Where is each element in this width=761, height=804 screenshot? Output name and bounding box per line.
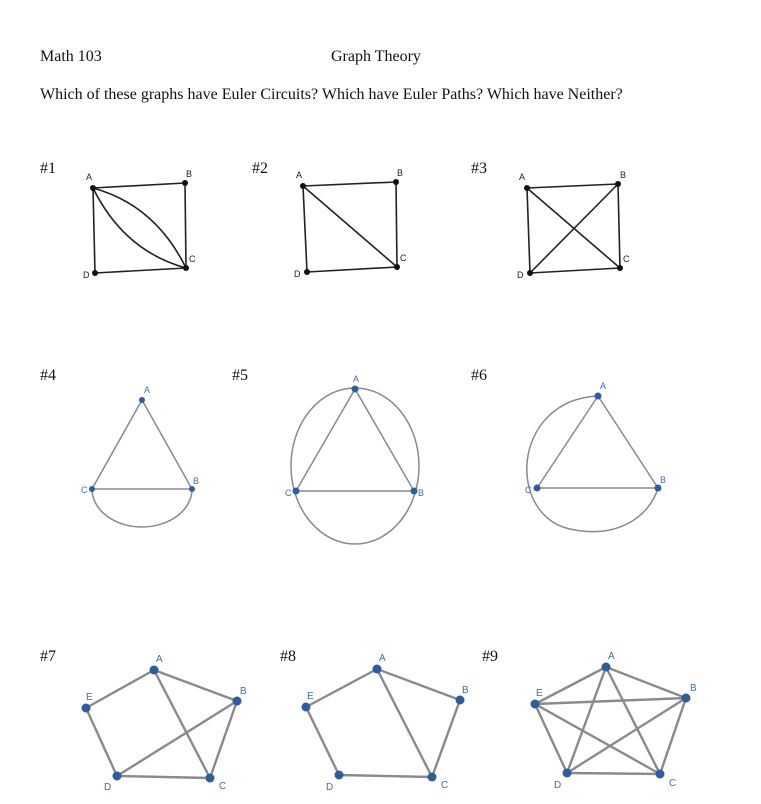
vertex-label-c: C xyxy=(81,485,88,495)
vertex-label-b: B xyxy=(418,488,425,498)
vertex-label-d: D xyxy=(294,269,301,279)
vertex-c xyxy=(656,770,665,779)
problem-number-1: #1 xyxy=(40,160,56,177)
problem-number-7: #7 xyxy=(40,648,56,665)
vertex-label-c: C xyxy=(525,485,532,495)
edge-bc xyxy=(660,698,686,774)
vertex-d xyxy=(563,769,572,778)
edge-eb xyxy=(535,698,686,704)
problem-number-2: #2 xyxy=(252,160,268,177)
vertex-label-e: E xyxy=(307,691,314,702)
vertex-label-c: C xyxy=(669,778,677,789)
vertex-label-b: B xyxy=(186,169,193,179)
vertex-label-d: D xyxy=(554,780,562,791)
vertex-label-c: C xyxy=(441,780,449,791)
question-text: Which of these graphs have Euler Circuits? Which have Euler Paths? Which have Neither? xyxy=(40,86,623,103)
problem-number-3: #3 xyxy=(471,160,487,177)
vertex-label-d: D xyxy=(517,270,524,280)
vertex-label-a: A xyxy=(353,374,360,384)
vertex-label-c: C xyxy=(623,254,630,264)
vertex-label-d: D xyxy=(83,270,90,280)
problem-number-4: #4 xyxy=(40,367,56,384)
vertex-label-b: B xyxy=(193,476,200,486)
vertex-label-b: B xyxy=(620,170,627,180)
vertex-label-a: A xyxy=(600,381,607,391)
vertex-label-d: D xyxy=(104,782,112,793)
vertex-a xyxy=(602,663,611,672)
vertex-e xyxy=(531,700,540,709)
vertex-label-b: B xyxy=(690,683,697,694)
vertex-label-a: A xyxy=(144,385,151,395)
problem-number-6: #6 xyxy=(471,367,487,384)
vertex-label-b: B xyxy=(397,168,404,178)
problem-number-5: #5 xyxy=(232,367,248,384)
vertex-label-c: C xyxy=(285,488,292,498)
edge-ed xyxy=(535,704,567,773)
problem-number-9: #9 xyxy=(482,648,498,665)
vertex-label-a: A xyxy=(379,653,386,664)
vertex-label-a: A xyxy=(519,172,526,182)
vertex-label-a: A xyxy=(296,170,303,180)
edge-ad xyxy=(567,667,606,773)
vertex-label-c: C xyxy=(219,781,227,792)
edge-dc xyxy=(567,773,660,774)
problem-number-8: #8 xyxy=(280,648,296,665)
page-topic: Graph Theory xyxy=(331,48,421,65)
vertex-label-b: B xyxy=(660,475,667,485)
vertex-label-d: D xyxy=(326,782,334,793)
course-title: Math 103 xyxy=(40,48,102,65)
vertex-label-e: E xyxy=(86,692,93,703)
vertex-label-c: C xyxy=(189,254,196,264)
vertex-label-b: B xyxy=(462,685,469,696)
vertex-label-a: A xyxy=(608,651,615,662)
vertex-label-a: A xyxy=(156,654,163,665)
vertex-b xyxy=(682,694,691,703)
vertex-label-e: E xyxy=(536,688,543,699)
vertex-label-b: B xyxy=(240,686,247,697)
vertex-label-a: A xyxy=(86,172,93,182)
vertex-label-c: C xyxy=(400,253,407,263)
